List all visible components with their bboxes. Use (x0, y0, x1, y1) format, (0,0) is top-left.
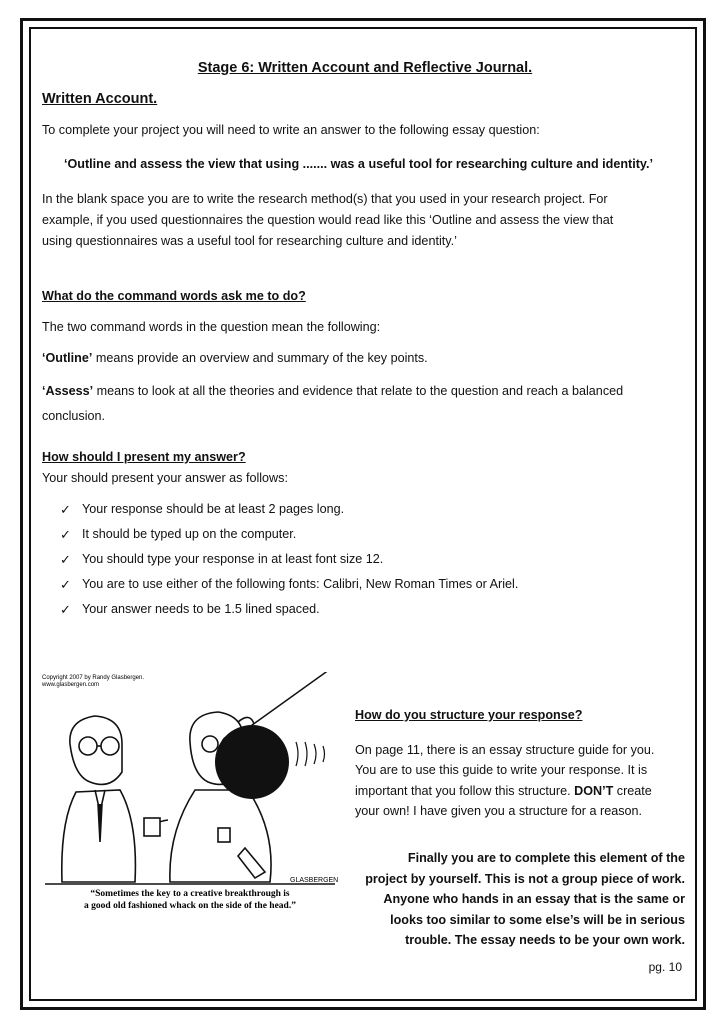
blank-space-line: example, if you used questionnaires the question would read like this ‘Outline and assess the view that (42, 213, 614, 227)
closing-notice (355, 848, 685, 951)
checklist-item (60, 576, 688, 601)
presentation-checklist (60, 501, 688, 626)
outline-term: ‘Outline’ (42, 351, 93, 365)
closing-line: trouble. The essay needs to be your own work. (405, 933, 685, 947)
structure-line (355, 781, 695, 802)
structure-text: important that you follow this structure. (355, 783, 575, 798)
structure-line: On page 11, there is an essay structure guide for you. (355, 742, 655, 757)
present-heading: How should I present my answer? (42, 450, 246, 464)
wrecking-ball-chain (248, 672, 340, 728)
page-title: Stage 6: Written Account and Reflective Journal. (197, 60, 533, 76)
document-body (42, 60, 688, 626)
closing-line: Finally you are to complete this element of the (407, 851, 685, 865)
command-heading: What do the command words ask me to do? (42, 289, 306, 303)
cartoon-caption-line: “Sometimes the key to a creative breakthrough is (90, 889, 290, 899)
checklist-item (60, 501, 688, 526)
assess-def-line: means to look at all the theories and evidence that relate to the question and reach a balanced (93, 384, 624, 398)
checkmark-icon: ✓ (60, 502, 71, 517)
left-man (62, 716, 136, 882)
cartoon-signature: GLASBERGEN (290, 877, 339, 884)
checkmark-icon: ✓ (60, 577, 71, 592)
assess-def-line: conclusion. (42, 409, 106, 423)
cartoon-drawing (40, 672, 340, 912)
closing-line: project by yourself. This is not a group piece of work. (365, 871, 685, 886)
checklist-item-text: Your response should be at least 2 pages long. (82, 502, 345, 516)
essay-question: ‘Outline and assess the view that using ....... was a useful tool for researching culture and identity.’ (64, 157, 654, 171)
structure-section (355, 705, 695, 822)
structure-line: your own! I have given you a structure for a reason. (355, 804, 643, 818)
closing-line: looks too similar to some else’s will be in serious (390, 912, 685, 927)
blank-space-line: In the blank space you are to write the research method(s) that you used in your research project. For (42, 192, 608, 206)
wrecking-ball (215, 725, 289, 799)
cartoon-copyright: Copyright 2007 by Randy Glasbergen. (42, 675, 145, 681)
checklist-item (60, 551, 688, 576)
structure-line: You are to use this guide to write your response. It is (355, 763, 648, 777)
checklist-item-text: It should be typed up on the computer. (82, 527, 297, 541)
outline-def: means provide an overview and summary of the key points. (92, 351, 428, 365)
outline-definition (42, 350, 688, 367)
checklist-item (60, 526, 688, 551)
checklist-item-text: Your answer needs to be 1.5 lined spaced. (82, 602, 320, 616)
cartoon-illustration (40, 672, 340, 912)
checkmark-icon: ✓ (60, 527, 71, 542)
structure-emphasis: DON’T (574, 783, 614, 798)
assess-term: ‘Assess’ (42, 384, 94, 398)
blank-space-paragraph (42, 189, 688, 252)
page-number: pg. 10 (648, 960, 682, 974)
structure-text: create (613, 783, 652, 798)
intro-text: To complete your project you will need to write an answer to the following essay question: (42, 123, 540, 137)
structure-heading: How do you structure your response? (355, 708, 583, 722)
cartoon-caption-line: a good old fashioned whack on the side of the head.” (84, 901, 296, 911)
checkmark-icon: ✓ (60, 602, 71, 617)
checklist-item-text: You should type your response in at least font size 12. (82, 552, 384, 566)
assess-definition (42, 379, 688, 429)
blank-space-line: using questionnaires was a useful tool for researching culture and identity.’ (42, 234, 457, 248)
closing-line: Anyone who hands in an essay that is the same or (383, 892, 685, 906)
checklist-item (60, 601, 688, 626)
section-heading: Written Account. (42, 91, 158, 107)
cartoon-url: www.glasbergen.com (42, 682, 100, 688)
checkmark-icon: ✓ (60, 552, 71, 567)
present-intro: Your should present your answer as follows: (42, 471, 288, 485)
checklist-item-text: You are to use either of the following fonts: Calibri, New Roman Times or Ariel. (82, 577, 519, 591)
motion-lines (296, 742, 325, 766)
command-intro: The two command words in the question mean the following: (42, 320, 381, 334)
